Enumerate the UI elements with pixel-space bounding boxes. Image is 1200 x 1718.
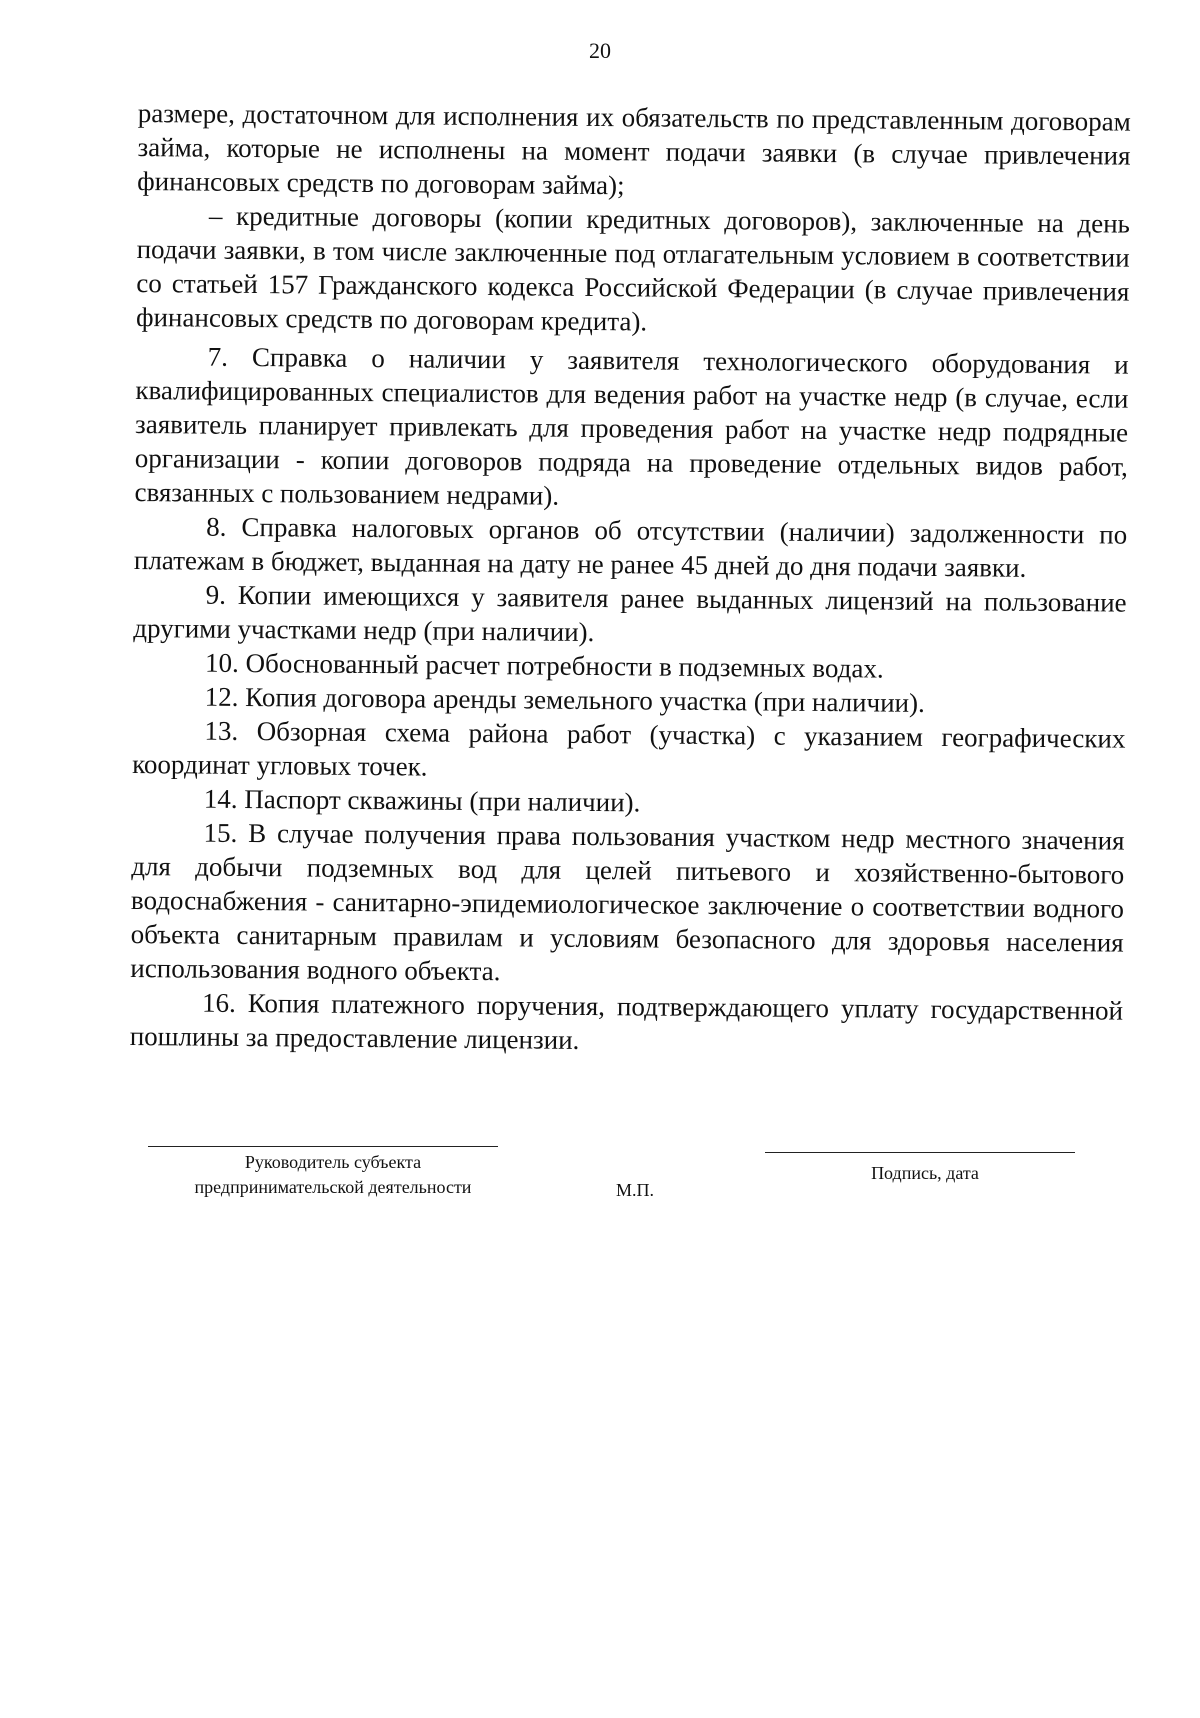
paragraph-item-7: 7. Справка о наличии у заявителя технологического оборудования и квалифицированных специалистов для ведения работ на участке недр (в случае, если заявитель планирует привлекать для проведения работ на участке недр подрядные организации - копии договоров подряда на проведение отдельных видов работ, связанных с пользованием недрами). — [134, 341, 1129, 511]
head-signature-line — [148, 1146, 498, 1147]
date-signature-line — [765, 1152, 1075, 1153]
paragraph-credit-agreements: – кредитные договоры (копии кредитных договоров), заключенные на день подачи заявки, в том числе заключенные под отлагательным условием в соответствии со статьей 157 Гражданского кодекса Российской Федерации (в случае привлечения финансовых средств по договорам кредита). — [135, 200, 1131, 337]
paragraph-item-10: 10. Обоснованный расчет потребности в подземных водах. — [204, 647, 884, 684]
paragraph-item-14: 14. Паспорт скважины (при наличии). — [203, 783, 641, 818]
head-label-line2: предпринимательской деятельности — [194, 1177, 472, 1197]
paragraph-item-15: 15. В случае получения права пользования участком недр местного значения для добычи подземных вод для целей питьевого и хозяйственно-бытового водоснабжения - санитарно-эпидемиологическое заключение о соответствии водного объекта санитарным правилам и условиям безопасного для здоровья населения использования водного объекта. — [130, 817, 1125, 987]
sign-date-label: Подпись, дата — [871, 1163, 979, 1183]
head-signature-label — [148, 1150, 518, 1200]
stamp-label: М.П. — [615, 1180, 654, 1200]
paragraph-item-16: 16. Копия платежного поручения, подтверждающего уплату государственной пошлины за предоставление лицензии. — [129, 987, 1124, 1055]
paragraph-loan-contracts-continuation: размере, достаточном для исполнения их обязательств по представленным договорам займа, которые не исполнены на момент подачи заявки (в случае привлечения финансовых средств по договорам займа); — [137, 97, 1131, 201]
document-body — [130, 96, 1131, 1062]
paragraph-item-12: 12. Копия договора аренды земельного участка (при наличии). — [204, 681, 925, 718]
page-number: 20 — [589, 38, 611, 63]
paragraph-item-13: 13. Обзорная схема района работ (участка) с указанием географических координат угловых точек. — [132, 715, 1126, 782]
paragraph-item-9: 9. Копии имеющихся у заявителя ранее выданных лицензий на пользование другими участками недр (при наличии). — [133, 579, 1127, 648]
paragraph-item-8: 8. Справка налоговых органов об отсутствии (наличии) задолженности по платежам в бюджет, выданная на дату не ранее 45 дней до дня подачи заявки. — [133, 511, 1128, 583]
head-label-line1: Руководитель субъекта — [244, 1152, 422, 1172]
